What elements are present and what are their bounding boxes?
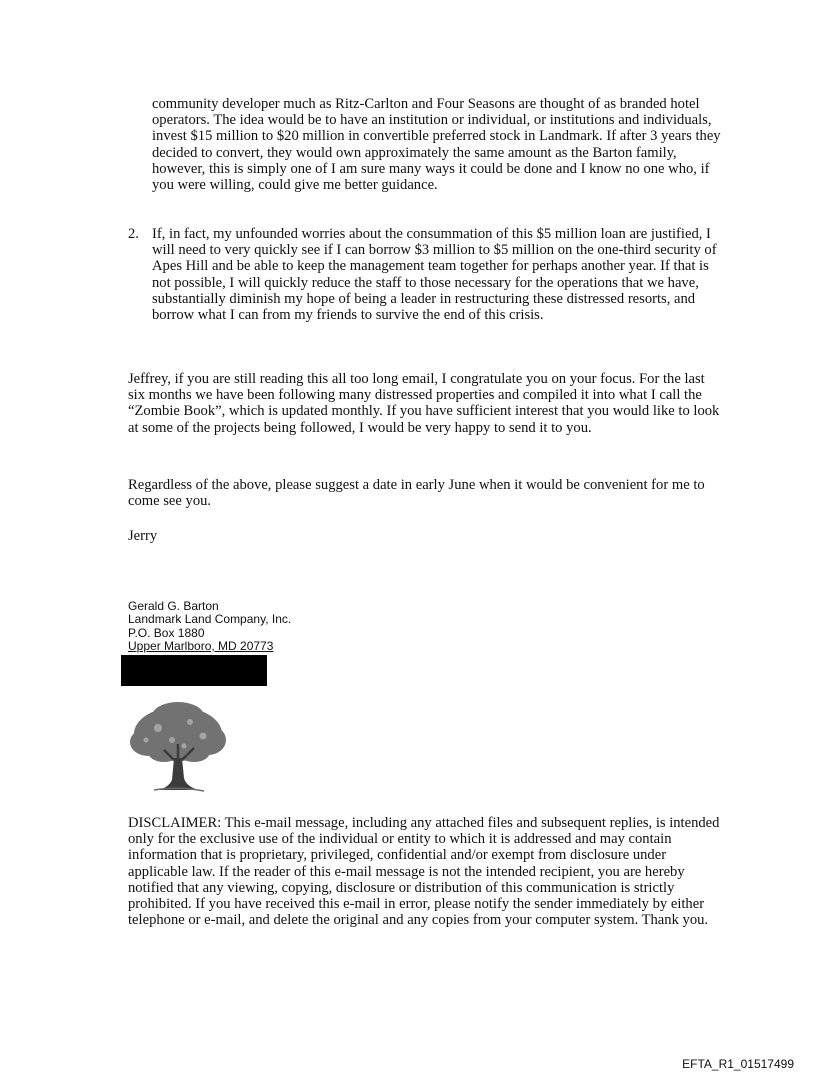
oak-tree-logo-icon (128, 700, 228, 796)
list-item-2-number: 2. (128, 226, 139, 242)
redaction-box (121, 655, 267, 686)
signature-name: Gerald G. Barton (128, 599, 219, 613)
document-id: EFTA_R1_01517499 (682, 1057, 794, 1071)
list-item-2-text: If, in fact, my unfounded worries about the consummation of this $5 million loan are justified, I will need to very quickly see if I can borrow $3 million to $5 million on the one-third security of Apes Hill and be able to keep the management team together for perhaps another year. If that is not possible, I will quickly reduce the staff to those necessary for the operations that we have, substantially diminish my hope of being a leader in restructuring these distressed resorts, and borrow what I can from my friends to survive the end of this crisis. (152, 226, 717, 324)
email-signature (128, 600, 291, 653)
signature-city-line: Upper Marlboro, MD 20773 (128, 638, 274, 653)
signature-po-box: P.O. Box 1880 (128, 625, 205, 640)
list-item-1-continuation: community developer much as Ritz-Carlton and Four Seasons are thought of as branded hotel operators. The idea would be to have an institution or individual, or institutions and individuals, invest $15 million to $20 million in convertible preferred stock in Landmark. If after 3 years they decided to convert, they would own approximately the same amount as the Barton family, however, this is simply one of I am sure many ways it could be done and I know no one who, if you were willing, could give me better guidance. (152, 96, 721, 194)
paragraph-zombie-book: Jeffrey, if you are still reading this all too long email, I congratulate you on your focus. For the last six months we have been following many distressed properties and compiled it into what I call the “Zombie Book”, which is updated monthly. If you have sufficient interest that you would like to look at some of the projects being followed, I would be very happy to send it to you. (128, 371, 720, 436)
closing-signoff: Jerry (128, 528, 158, 544)
signature-company: Landmark Land Company, Inc. (128, 612, 292, 627)
paragraph-meeting-request: Regardless of the above, please suggest a date in early June when it would be convenient for me to come see you. (128, 477, 705, 510)
email-disclaimer: DISCLAIMER: This e-mail message, including any attached files and subsequent replies, is intended only for the exclusive use of the individual or entity to which it is addressed and may contain information that is proprietary, privileged, confidential and/or exempt from disclosure under applicable law. If the reader of this e-mail message is not the intended recipient, you are hereby notified that any viewing, copying, disclosure or distribution of this communication is strictly prohibited. If you have received this e-mail in error, please notify the sender immediately by either telephone or e-mail, and delete the original and any copies from your computer system. Thank you. (128, 815, 720, 929)
